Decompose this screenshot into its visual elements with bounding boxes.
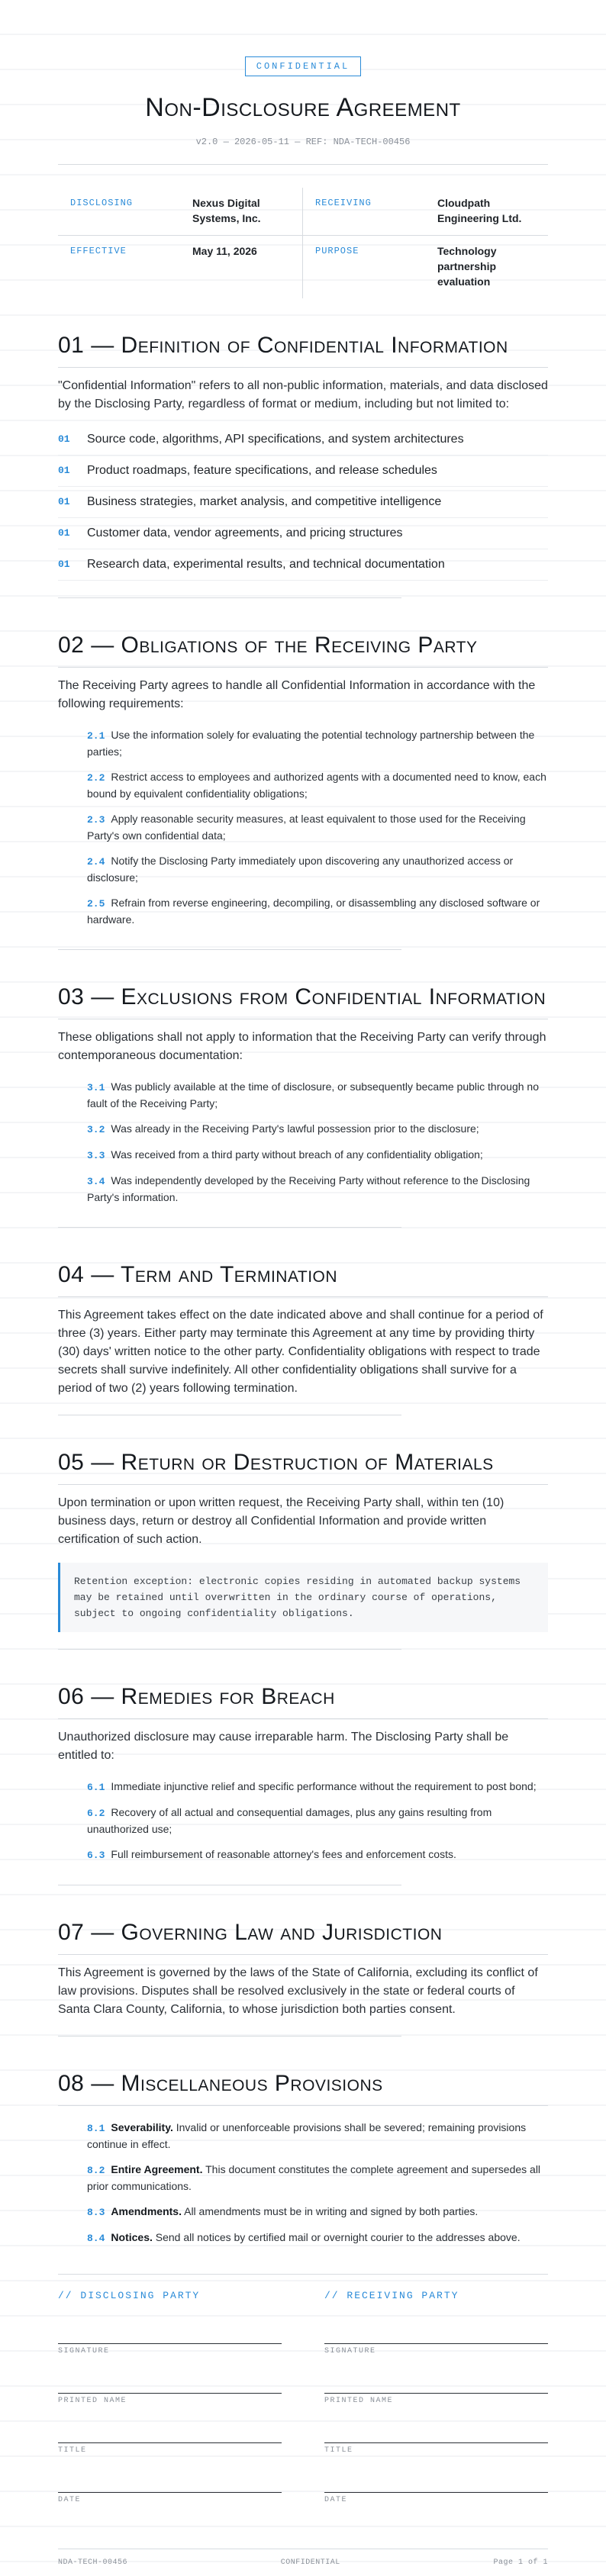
item-number: 01 bbox=[58, 433, 70, 445]
definition-list bbox=[58, 424, 548, 581]
clause-number: 3.3 bbox=[87, 1150, 105, 1161]
section-return bbox=[58, 1446, 548, 1650]
clause-number: 3.4 bbox=[87, 1176, 105, 1187]
clause-text: This document constitutes the complete agreement and supersedes all prior communications. bbox=[87, 2163, 541, 2192]
list-item bbox=[58, 424, 548, 456]
clause-text: Use the information solely for evaluating the potential technology partnership between the parties; bbox=[87, 729, 535, 758]
footer-page-number: Page 1 of 1 bbox=[493, 2558, 548, 2567]
disclosing-value: Nexus Digital Systems, Inc. bbox=[192, 197, 261, 224]
item-number: 01 bbox=[58, 559, 70, 570]
field-label: DATE bbox=[58, 2496, 82, 2504]
receiving-party-cell bbox=[303, 188, 548, 236]
title-field bbox=[324, 2422, 548, 2455]
header-divider bbox=[58, 164, 548, 165]
disclosing-signature-column bbox=[58, 2290, 282, 2521]
clause-heading: Notices. bbox=[111, 2231, 153, 2243]
date-field bbox=[58, 2471, 282, 2504]
page-footer bbox=[58, 2549, 548, 2567]
clause-number: 6.1 bbox=[87, 1782, 105, 1793]
signature-field bbox=[324, 2323, 548, 2355]
section-body: This Agreement takes effect on the date indicated above and shall continue for a period of three (3) years. Either party may terminate this Agreement at any time by providing thirty (30) days' written notice to the other party. Confidentiality obligations with respect to trade secrets shall survive indefinitely. All other confidentiality obligations shall survive for a period of two (2) years following termination. bbox=[58, 1309, 543, 1395]
clause-text: Send all notices by certified mail or overnight courier to the addresses above. bbox=[155, 2231, 521, 2243]
clause-heading: Entire Agreement. bbox=[111, 2163, 203, 2175]
clause-item bbox=[87, 1842, 548, 1868]
field-label: DATE bbox=[324, 2496, 348, 2504]
clause-text: Was received from a third party without breach of any confidentiality obligation; bbox=[111, 1148, 483, 1161]
section-divider bbox=[58, 597, 401, 598]
clause-item bbox=[87, 807, 548, 848]
clause-item bbox=[87, 890, 548, 932]
item-text: Source code, algorithms, API specifications, and system architectures bbox=[87, 433, 464, 446]
clause-text: Refrain from reverse engineering, decompiling, or disassembling any disclosed software or hardware. bbox=[87, 897, 540, 926]
clause-item bbox=[87, 2199, 548, 2225]
receiving-label: RECEIVING bbox=[315, 198, 372, 208]
footer-classification: CONFIDENTIAL bbox=[280, 2558, 340, 2567]
clause-item bbox=[87, 1800, 548, 1842]
section-divider bbox=[58, 1649, 401, 1650]
item-text: Product roadmaps, feature specifications, and release schedules bbox=[87, 464, 437, 477]
date-line[interactable] bbox=[324, 2471, 548, 2493]
clause-item bbox=[87, 2225, 548, 2251]
effective-label: EFFECTIVE bbox=[70, 246, 127, 256]
clause-item bbox=[87, 1074, 548, 1116]
clause-number: 2.3 bbox=[87, 814, 105, 826]
printed-name-line[interactable] bbox=[324, 2372, 548, 2394]
version-reference: v2.0 — 2026-05-11 — REF: NDA-TECH-00456 bbox=[195, 137, 411, 147]
clause-text: Notify the Disclosing Party immediately upon discovering any unauthorized access or disclosure; bbox=[87, 855, 514, 884]
section-obligations bbox=[58, 629, 548, 950]
misc-list bbox=[58, 2115, 548, 2251]
disclosing-label: DISCLOSING bbox=[70, 198, 134, 208]
signature-line[interactable] bbox=[324, 2323, 548, 2344]
section-definition bbox=[58, 329, 548, 598]
signature-block bbox=[58, 2274, 548, 2521]
title-line[interactable] bbox=[58, 2422, 282, 2443]
field-label: SIGNATURE bbox=[58, 2347, 110, 2355]
clause-item bbox=[87, 723, 548, 765]
printed-name-line[interactable] bbox=[58, 2372, 282, 2394]
section-body: This Agreement is governed by the laws of the State of California, excluding its conflict of law provisions. Disputes shall be resolved exclusively in the state or federal courts of Santa Clara County, California, to whose jurisdiction both parties consent. bbox=[58, 1966, 538, 2016]
field-label: SIGNATURE bbox=[324, 2347, 376, 2355]
clause-heading: Amendments. bbox=[111, 2205, 182, 2217]
section-intro: These obligations shall not apply to information that the Receiving Party can verify through contemporaneous documentation: bbox=[58, 1031, 546, 1062]
clause-number: 8.1 bbox=[87, 2123, 105, 2134]
purpose-cell bbox=[303, 236, 548, 298]
section-exclusions bbox=[58, 980, 548, 1228]
section-title: 05 — Return or Destruction of Materials bbox=[58, 1446, 548, 1485]
list-item bbox=[58, 456, 548, 487]
remedies-list bbox=[58, 1774, 548, 1868]
item-number: 01 bbox=[58, 527, 70, 539]
section-title: 04 — Term and Termination bbox=[58, 1258, 548, 1297]
section-divider bbox=[58, 1227, 401, 1228]
field-label: PRINTED NAME bbox=[58, 2397, 127, 2405]
disclosing-party-cell bbox=[58, 188, 303, 236]
clause-item bbox=[87, 1116, 548, 1142]
clause-text: Was independently developed by the Receiving Party without reference to the Disclosing Party's information. bbox=[87, 1174, 530, 1203]
clause-number: 2.1 bbox=[87, 730, 105, 742]
confidential-badge: CONFIDENTIAL bbox=[245, 56, 361, 76]
clause-number: 6.3 bbox=[87, 1850, 105, 1861]
exclusions-list bbox=[58, 1074, 548, 1210]
clause-number: 2.5 bbox=[87, 898, 105, 910]
printed-name-field bbox=[324, 2372, 548, 2405]
clause-heading: Severability. bbox=[111, 2121, 173, 2133]
item-number: 01 bbox=[58, 465, 70, 476]
section-term bbox=[58, 1258, 548, 1415]
item-text: Business strategies, market analysis, and competitive intelligence bbox=[87, 495, 442, 508]
field-label: PRINTED NAME bbox=[324, 2397, 394, 2405]
section-title: 03 — Exclusions from Confidential Information bbox=[58, 980, 548, 1019]
clause-number: 2.4 bbox=[87, 856, 105, 868]
effective-value: May 11, 2026 bbox=[192, 245, 257, 257]
receiving-party-heading: // RECEIVING PARTY bbox=[324, 2290, 459, 2301]
list-item bbox=[58, 518, 548, 549]
section-intro: Unauthorized disclosure may cause irreparable harm. The Disclosing Party shall be entitled to: bbox=[58, 1731, 509, 1762]
section-remedies bbox=[58, 1680, 548, 1885]
document-header bbox=[58, 0, 548, 147]
clause-item bbox=[87, 1774, 548, 1800]
clause-number: 8.4 bbox=[87, 2233, 105, 2244]
clause-number: 3.1 bbox=[87, 1082, 105, 1093]
signature-field bbox=[58, 2323, 282, 2355]
footer-reference: NDA-TECH-00456 bbox=[58, 2558, 128, 2567]
clause-text: Apply reasonable security measures, at least equivalent to those used for the Receiving Party's own confidential data; bbox=[87, 813, 526, 842]
section-body: Upon termination or upon written request, the Receiving Party shall, within ten (10) business days, return or destroy all Confidential Information and provide written certification of such action. bbox=[58, 1496, 504, 1546]
item-text: Research data, experimental results, and technical documentation bbox=[87, 558, 445, 571]
purpose-label: PURPOSE bbox=[315, 246, 359, 256]
section-title: 07 — Governing Law and Jurisdiction bbox=[58, 1916, 548, 1955]
section-intro: "Confidential Information" refers to all non-public information, materials, and data disclosed by the Disclosing Party, regardless of format or medium, including but not limited to: bbox=[58, 379, 548, 411]
clause-text: Full reimbursement of reasonable attorney's fees and enforcement costs. bbox=[111, 1848, 456, 1860]
section-title: 08 — Miscellaneous Provisions bbox=[58, 2067, 548, 2106]
clause-item bbox=[87, 2157, 548, 2199]
clause-item bbox=[87, 1168, 548, 1210]
clause-number: 8.3 bbox=[87, 2207, 105, 2218]
effective-date-cell bbox=[58, 236, 303, 298]
clause-number: 6.2 bbox=[87, 1808, 105, 1819]
clause-text: All amendments must be in writing and signed by both parties. bbox=[184, 2205, 479, 2217]
field-label: TITLE bbox=[324, 2446, 353, 2455]
purpose-value: Technology partnership evaluation bbox=[437, 245, 497, 288]
section-intro: The Receiving Party agrees to handle all Confidential Information in accordance with the following requirements: bbox=[58, 679, 536, 710]
printed-name-field bbox=[58, 2372, 282, 2405]
document-title: Non-Disclosure Agreement bbox=[145, 93, 461, 122]
disclosing-party-heading: // DISCLOSING PARTY bbox=[58, 2290, 201, 2301]
clause-text: Immediate injunctive relief and specific performance without the requirement to post bond; bbox=[111, 1780, 537, 1792]
receiving-signature-column bbox=[324, 2290, 548, 2521]
clause-item bbox=[87, 2115, 548, 2157]
list-item bbox=[58, 549, 548, 581]
item-text: Customer data, vendor agreements, and pricing structures bbox=[87, 526, 403, 539]
clause-number: 3.2 bbox=[87, 1124, 105, 1135]
obligations-list bbox=[58, 723, 548, 932]
item-number: 01 bbox=[58, 496, 70, 507]
section-miscellaneous bbox=[58, 2067, 548, 2251]
clause-text: Was publicly available at the time of disclosure, or subsequently became public through no fault of the Receiving Party; bbox=[87, 1080, 539, 1109]
section-divider bbox=[58, 2036, 401, 2037]
date-line[interactable] bbox=[58, 2471, 282, 2493]
clause-text: Recovery of all actual and consequential damages, plus any gains resulting from unauthorized use; bbox=[87, 1806, 492, 1835]
section-title: 02 — Obligations of the Receiving Party bbox=[58, 629, 548, 668]
clause-item bbox=[87, 1142, 548, 1168]
field-label: TITLE bbox=[58, 2446, 87, 2455]
clause-number: 8.2 bbox=[87, 2165, 105, 2176]
list-item bbox=[58, 487, 548, 518]
clause-number: 2.2 bbox=[87, 772, 105, 784]
section-title: 06 — Remedies for Breach bbox=[58, 1680, 548, 1719]
clause-text: Invalid or unenforceable provisions shall be severed; remaining provisions continue in effect. bbox=[87, 2121, 527, 2150]
title-line[interactable] bbox=[324, 2422, 548, 2443]
clause-item bbox=[87, 848, 548, 890]
clause-text: Was already in the Receiving Party's lawful possession prior to the disclosure; bbox=[111, 1122, 479, 1135]
receiving-value: Cloudpath Engineering Ltd. bbox=[437, 197, 522, 224]
title-field bbox=[58, 2422, 282, 2455]
clause-item bbox=[87, 765, 548, 807]
signature-line[interactable] bbox=[58, 2323, 282, 2344]
date-field bbox=[324, 2471, 548, 2504]
parties-grid bbox=[58, 188, 548, 298]
retention-callout: Retention exception: electronic copies residing in automated backup systems may be retained until overwritten in the ordinary course of operations, subject to ongoing confidentiality obligations. bbox=[58, 1563, 548, 1632]
section-divider bbox=[58, 949, 401, 950]
section-title: 01 — Definition of Confidential Information bbox=[58, 329, 548, 368]
section-governing-law bbox=[58, 1916, 548, 2037]
clause-text: Restrict access to employees and authorized agents with a documented need to know, each bound by equivalent confidentiality obligations; bbox=[87, 771, 546, 800]
